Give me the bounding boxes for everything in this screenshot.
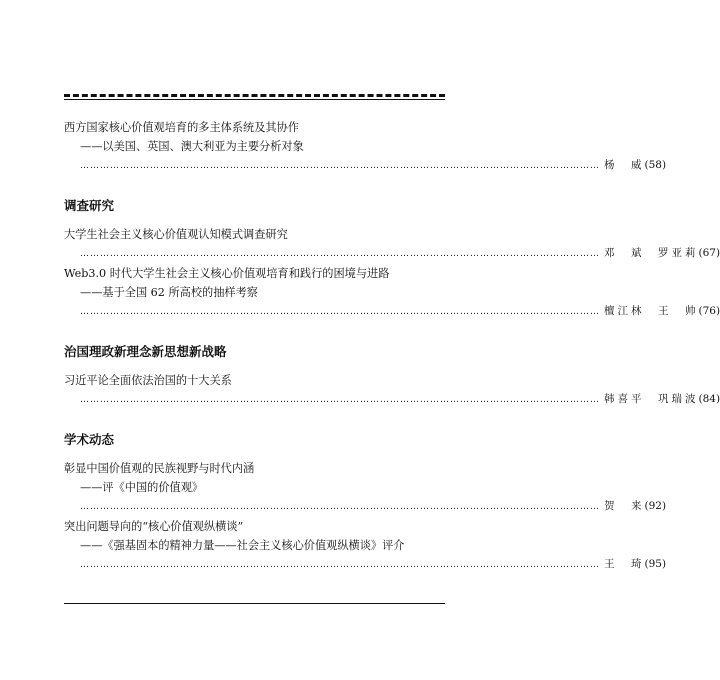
entry-title: 彰显中国价值观的民族视野与时代内涵 [64,462,255,475]
entry-title: Web3.0 时代大学生社会主义核心价值观培育和践行的困境与进路 [64,267,390,280]
entry-author: 王 琦 [604,558,645,570]
entry-page-number: (92) [644,500,667,512]
entry-subtitle: ——基于全国 62 所高校的抽样考察 [80,286,258,299]
entry-author: 杨 威 [604,159,645,171]
entry-author: 邓 斌 罗亚莉 [604,247,699,259]
entry-page-number: (95) [644,558,667,570]
section-heading: 调查研究 [64,198,115,213]
entry-page-number: (67) [698,247,720,259]
entry-leader-line [64,302,720,322]
top-double-rule [64,94,445,100]
dot-leader: ………………………………………………………………………………………………………………………………………… [80,395,600,405]
dot-leader: ………………………………………………………………………………………………………………………………………… [80,560,600,570]
entry-page-number: (76) [698,305,720,317]
dot-leader: ………………………………………………………………………………………………………………………………………… [80,502,600,512]
toc-entry[interactable] [64,371,720,410]
dot-leader: ………………………………………………………………………………………………………………………………………… [80,249,600,259]
entry-title: 习近平论全面依法治国的十大关系 [64,374,232,387]
dot-leader: ………………………………………………………………………………………………………………………………………… [80,307,600,317]
entry-subtitle: ——评《中国的价值观》 [80,481,204,494]
entry-title: 大学生社会主义核心价值观认知模式调查研究 [64,228,288,241]
entry-author: 贺 来 [604,500,645,512]
entry-author: 韩喜平 巩瑞波 [604,393,699,405]
dot-leader: ………………………………………………………………………………………………………………………………………… [80,161,600,171]
entry-leader-line [64,497,667,517]
entry-page-number: (84) [698,393,720,405]
entry-leader-line [64,390,720,410]
entry-title: 突出问题导向的“核心价值观纵横谈” [64,520,244,533]
entry-leader-line [64,244,720,264]
entry-author: 檀江林 王 帅 [604,305,699,317]
entry-leader-line [64,156,667,176]
toc-entry[interactable] [64,225,720,264]
toc-entry[interactable] [64,118,667,176]
bottom-rule [64,603,445,604]
entry-page-number: (58) [644,159,667,171]
entry-subtitle: ——《强基固本的精神力量——社会主义核心价值观纵横谈》评介 [80,539,405,552]
section-heading: 学术动态 [64,432,115,447]
entry-leader-line [64,555,667,575]
toc-entry[interactable] [64,459,667,517]
toc-entry[interactable] [64,517,667,575]
entry-title: 西方国家核心价值观培育的多主体系统及其协作 [64,121,299,134]
entry-subtitle: ——以美国、英国、澳大利亚为主要分析对象 [80,140,304,153]
section-heading: 治国理政新理念新思想新战略 [64,344,227,359]
table-of-contents [64,118,720,575]
toc-entry[interactable] [64,264,720,322]
